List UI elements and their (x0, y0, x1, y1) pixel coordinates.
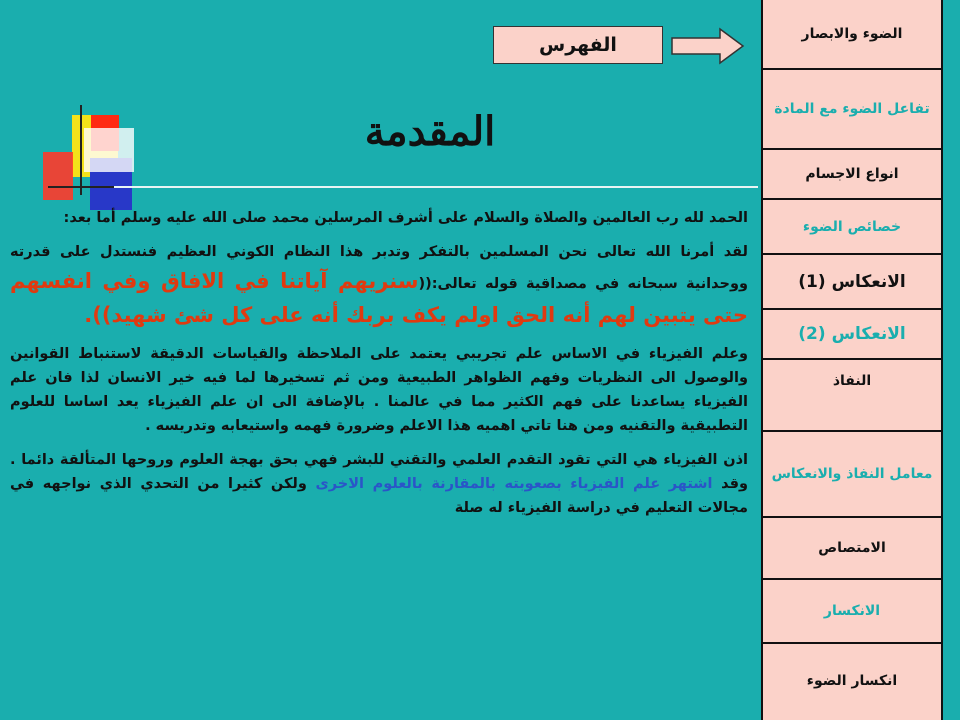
sidebar-nav (761, 0, 943, 720)
quote-close: )). (84, 303, 112, 327)
nav-item-refraction[interactable]: الانكسار (763, 580, 941, 644)
paragraph-4-end: ولكن كثيرا من التحدي الذي نواجهه في مجالات التعليم في دراسة الفيزياء له صلة (10, 476, 748, 516)
title-underline (48, 186, 758, 188)
intro-text (10, 206, 748, 530)
nav-item-light-properties[interactable]: خصائص الضوء (763, 200, 941, 255)
quran-quote: سنريهم آياتنا في الافاق وفي انفسهم حتى يتبين لهم أنه الحق اولم يكف بربك أنه على كل شئ شهيد (10, 269, 748, 327)
nav-item-transmission[interactable]: النفاذ (763, 360, 941, 432)
index-button[interactable]: الفهرس (493, 26, 663, 64)
paragraph-4 (10, 448, 748, 520)
paragraph-4-start: اذن الفيزياء هي التي تقود التقدم العلمي والتقني للبشر فهي بحق بهجة العلوم وروحها المتألقة دائما . وقد (10, 452, 748, 492)
nav-item-light-refraction[interactable]: انكسار الضوء (806, 673, 898, 689)
paragraph-3: وعلم الفيزياء في الاساس علم تجريبي يعتمد على الملاحظة والقياسات الدقيقة لاستنباط القوانين والوصول الى النظريات وفهم الظواهر الطبيعية ومن ثم تسخيرها لما فيه خير الانسان لذا فان علم الفيزياء يساعدنا على فهم الكثير مما في عالمنا . بالإضافة الى ان علم الفيزياء يعد اساسا للعلوم التطبيقية والتقنيه ومن هنا تاتي اهميه هذا الاعلم وضرورة فهمه واستيعابه وتدريسه . (10, 346, 748, 434)
paragraph-2 (10, 240, 748, 332)
highlighted-text: اشتهر علم الفيزياء بصعوبته بالمقارنة بالعلوم الاخرى (315, 476, 713, 492)
arrow-right-icon[interactable] (670, 26, 746, 66)
nav-item-light-vision[interactable]: الضوء والابصار (763, 0, 941, 70)
nav-item-absorption[interactable]: الامتصاص (763, 518, 941, 580)
page-title: المقدمة (364, 108, 496, 155)
decorative-line-vertical (80, 105, 82, 195)
nav-item-reflection-2[interactable]: الانعكاس (2) (763, 310, 941, 360)
paragraph-2-intro: لقد أمرنا الله تعالى نحن المسلمين بالتفكر وتدبر هذا النظام الكوني العظيم فنستدل على قدرته ووحدانية سبحانه في مصداقية قوله تعالى:(( (10, 244, 749, 292)
nav-item-reflection-1[interactable]: الانعكاس (1) (763, 255, 941, 310)
nav-item-light-matter[interactable]: تفاعل الضوء مع المادة (763, 70, 941, 150)
paragraph-1: الحمد لله رب العالمين والصلاة والسلام على أشرف المرسلين محمد صلى الله عليه وسلم أما بعد: (63, 210, 748, 226)
nav-item-body-types[interactable]: انواع الاجسام (763, 150, 941, 200)
nav-item-transmission-reflection-coefficient[interactable]: معامل النفاذ والانعكاس (763, 432, 941, 518)
